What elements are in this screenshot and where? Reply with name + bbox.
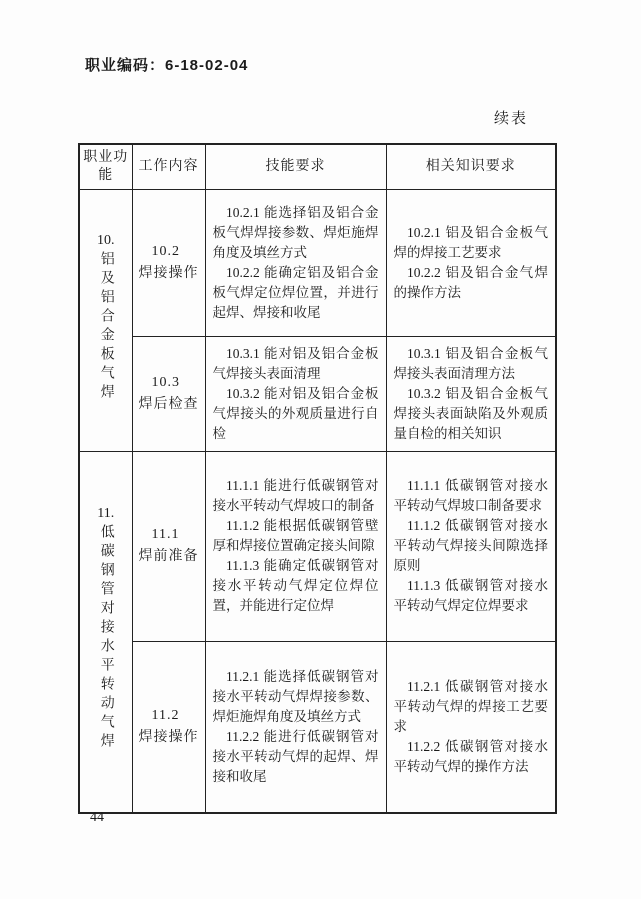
knowledge-item: 10.3.2 铝及铝合金板气焊接头表面缺陷及外观质量自检的相关知识 bbox=[393, 385, 548, 441]
skill-item: 11.1.3 能确定低碳钢管对接水平转动气焊定位焊位置，并能进行定位焊 bbox=[212, 558, 379, 613]
skills-cell-11-1 bbox=[205, 451, 386, 641]
knowledge-item: 10.2.2 铝及铝合金气焊的操作方法 bbox=[393, 264, 548, 300]
work-content-text: 10.3 焊后检查 bbox=[138, 374, 199, 412]
function-number-11: 11. bbox=[97, 506, 115, 522]
knowledge-cell-11-2 bbox=[386, 641, 556, 813]
header-skill-requirements: 技能要求 bbox=[205, 144, 386, 189]
function-cell-10 bbox=[79, 189, 132, 451]
skills-cell-11-2 bbox=[205, 641, 386, 813]
function-name-11: 低碳钢管对接水平转动气焊 bbox=[98, 524, 114, 753]
skill-item: 11.2.2 能进行低碳钢管对接水平转动气焊的起焊、焊接和收尾 bbox=[212, 728, 379, 784]
knowledge-cell-10-3 bbox=[386, 336, 556, 451]
page-number: 44 bbox=[90, 810, 104, 825]
work-content-cell-11-2 bbox=[132, 641, 205, 813]
work-content-text: 11.1 焊前准备 bbox=[138, 527, 199, 564]
table-row bbox=[79, 336, 556, 451]
knowledge-cell-11-1 bbox=[386, 451, 556, 641]
knowledge-item: 11.1.1 低碳钢管对接水平转动气焊坡口制备要求 bbox=[393, 478, 548, 513]
knowledge-item: 10.2.1 铝及铝合金板气焊的焊接工艺要求 bbox=[393, 224, 548, 260]
occupation-code-label: 职业编码：6-18-02-04 bbox=[85, 57, 249, 74]
table-row bbox=[79, 189, 556, 336]
work-content-cell-10-3 bbox=[132, 336, 205, 451]
skill-item: 10.2.2 能确定铝及铝合金板气焊定位焊位置，并进行起焊、焊接和收尾 bbox=[212, 264, 379, 320]
function-number-10: 10. bbox=[97, 232, 115, 248]
knowledge-item: 10.3.1 铝及铝合金板气焊接头表面清理方法 bbox=[393, 345, 548, 381]
function-cell-11 bbox=[79, 451, 132, 813]
work-content-cell-10-2 bbox=[132, 189, 205, 336]
skills-cell-10-3 bbox=[205, 336, 386, 451]
skill-item: 11.2.1 能选择低碳钢管对接水平转动气焊焊接参数、焊炬施焊角度及填丝方式 bbox=[212, 668, 379, 724]
skills-cell-10-2 bbox=[205, 189, 386, 336]
skill-item: 10.3.2 能对铝及铝合金板气焊接头的外观质量进行自检 bbox=[212, 385, 379, 441]
header-work-content: 工作内容 bbox=[132, 144, 205, 189]
function-name-10: 铝及铝合金板气焊 bbox=[98, 250, 114, 403]
header-knowledge-requirements: 相关知识要求 bbox=[386, 144, 556, 189]
header-occupational-function: 职业功能 bbox=[79, 144, 132, 189]
knowledge-item: 11.2.1 低碳钢管对接水平转动气焊的焊接工艺要求 bbox=[393, 678, 548, 734]
knowledge-item: 11.1.2 低碳钢管对接水平转动气焊接头间隙选择原则 bbox=[393, 518, 548, 573]
skill-item: 10.2.1 能选择铝及铝合金板气焊焊接参数、焊炬施焊角度及填丝方式 bbox=[212, 204, 379, 260]
skill-item: 10.3.1 能对铝及铝合金板气焊接头表面清理 bbox=[212, 345, 379, 381]
work-content-text: 10.2 焊接操作 bbox=[138, 243, 199, 281]
table-row bbox=[79, 641, 556, 813]
table-header-row bbox=[79, 144, 556, 189]
knowledge-cell-10-2 bbox=[386, 189, 556, 336]
skill-item: 11.1.2 能根据低碳钢管壁厚和焊接位置确定接头间隙 bbox=[212, 518, 379, 553]
table-row bbox=[79, 451, 556, 641]
skill-item: 11.1.1 能进行低碳钢管对接水平转动气焊坡口的制备 bbox=[212, 478, 379, 513]
work-content-cell-11-1 bbox=[132, 451, 205, 641]
knowledge-item: 11.2.2 低碳钢管对接水平转动气焊的操作方法 bbox=[393, 738, 548, 774]
occupation-standard-table bbox=[78, 143, 557, 814]
continued-table-label: 续表 bbox=[493, 111, 528, 127]
knowledge-item: 11.1.3 低碳钢管对接水平转动气焊定位焊要求 bbox=[393, 578, 548, 613]
work-content-text: 11.2 焊接操作 bbox=[138, 707, 199, 745]
